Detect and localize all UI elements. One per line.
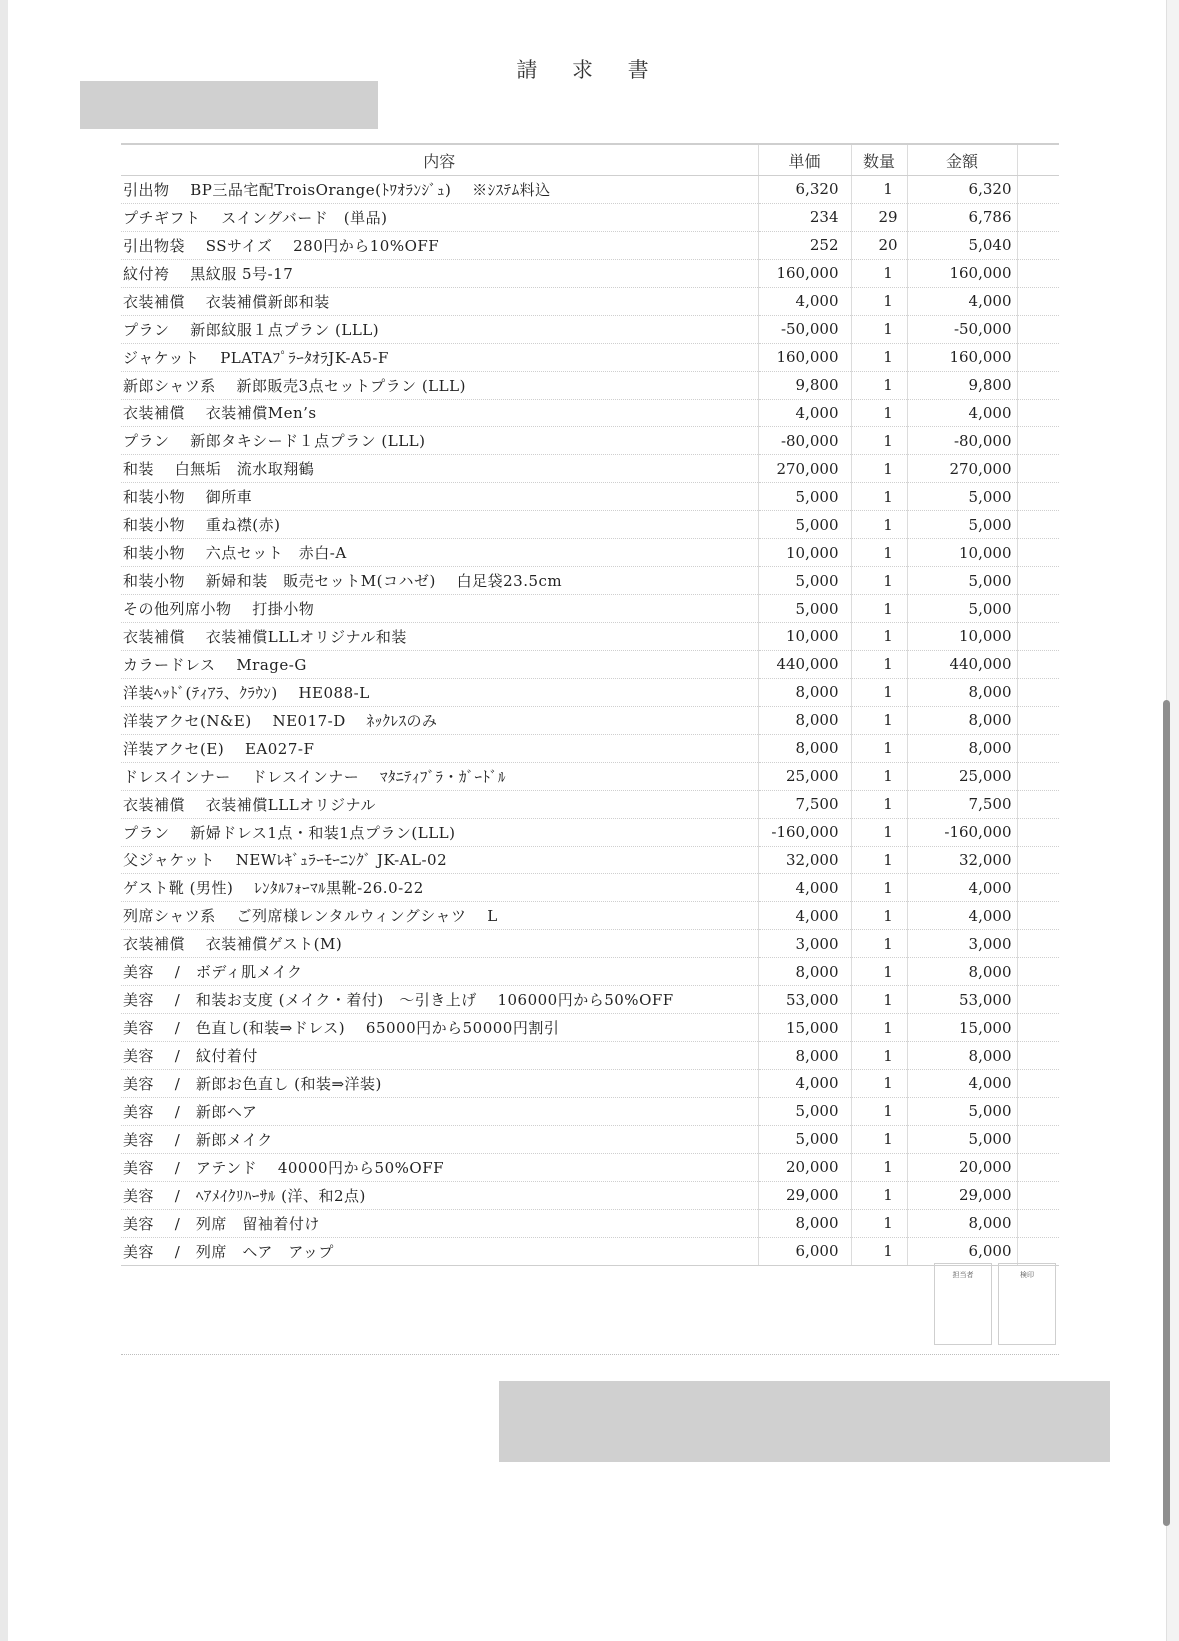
item-quantity: 1 (851, 650, 907, 678)
table-row (121, 1097, 1059, 1125)
item-amount: 8,000 (907, 678, 1017, 706)
item-description: プチギフト スイングバード (単品) (121, 203, 758, 231)
item-amount: 6,000 (907, 1237, 1017, 1265)
table-row (121, 846, 1059, 874)
item-blank (1017, 958, 1059, 986)
item-description: 美容 / 列席 留袖着付け (121, 1209, 758, 1237)
table-row (121, 874, 1059, 902)
item-blank (1017, 874, 1059, 902)
item-quantity: 1 (851, 483, 907, 511)
item-unit-price: 6,000 (758, 1237, 851, 1265)
item-unit-price: 4,000 (758, 399, 851, 427)
item-unit-price: 160,000 (758, 259, 851, 287)
column-header-unit-price: 単価 (758, 144, 851, 176)
item-blank (1017, 595, 1059, 623)
item-quantity: 1 (851, 930, 907, 958)
item-quantity: 1 (851, 818, 907, 846)
item-unit-price: 8,000 (758, 706, 851, 734)
item-blank (1017, 734, 1059, 762)
item-unit-price: 20,000 (758, 1153, 851, 1181)
item-unit-price: 32,000 (758, 846, 851, 874)
column-header-amount: 金額 (907, 144, 1017, 176)
item-unit-price: 440,000 (758, 650, 851, 678)
item-quantity: 1 (851, 678, 907, 706)
item-description: 美容 / 列席 ヘア アップ (121, 1237, 758, 1265)
table-row (121, 567, 1059, 595)
item-description: 美容 / アテンド 40000円から50%OFF (121, 1153, 758, 1181)
item-description: 衣装補償 衣装補償LLLオリジナル (121, 790, 758, 818)
redacted-block-bottom (499, 1381, 1110, 1462)
item-amount: 4,000 (907, 399, 1017, 427)
item-unit-price: 15,000 (758, 1014, 851, 1042)
item-description: 引出物 BP三品宅配TroisOrange(ﾄﾜｵﾗﾝｼﾞｭ) ※ｼｽﾃﾑ料込 (121, 176, 758, 204)
table-row (121, 203, 1059, 231)
item-amount: 4,000 (907, 874, 1017, 902)
item-quantity: 1 (851, 176, 907, 204)
stamp-label-person-in-charge: 担当者 (952, 1271, 974, 1279)
item-blank (1017, 203, 1059, 231)
table-row (121, 511, 1059, 539)
item-quantity: 1 (851, 790, 907, 818)
item-description: 衣装補償 衣装補償新郎和装 (121, 287, 758, 315)
table-row (121, 1125, 1059, 1153)
item-amount: 7,500 (907, 790, 1017, 818)
item-description: その他列席小物 打掛小物 (121, 595, 758, 623)
table-row (121, 259, 1059, 287)
stamp-box-person-in-charge (934, 1263, 992, 1345)
item-blank (1017, 1042, 1059, 1070)
table-row (121, 678, 1059, 706)
item-amount: 5,000 (907, 595, 1017, 623)
item-blank (1017, 762, 1059, 790)
table-row (121, 455, 1059, 483)
table-row (121, 958, 1059, 986)
stamp-label-inspection: 検印 (1020, 1271, 1034, 1279)
item-quantity: 1 (851, 762, 907, 790)
item-quantity: 1 (851, 1209, 907, 1237)
stamp-box-inspection (998, 1263, 1056, 1345)
item-description: ドレスインナー ドレスインナー ﾏﾀﾆﾃｨﾌﾞﾗ・ｶﾞｰﾄﾞﾙ (121, 762, 758, 790)
table-row (121, 623, 1059, 651)
item-unit-price: 9,800 (758, 371, 851, 399)
item-amount: 5,000 (907, 1125, 1017, 1153)
item-quantity: 1 (851, 371, 907, 399)
item-quantity: 1 (851, 874, 907, 902)
table-row (121, 1014, 1059, 1042)
item-description: 和装小物 新婦和装 販売セットM(コハゼ) 白足袋23.5cm (121, 567, 758, 595)
item-unit-price: 5,000 (758, 595, 851, 623)
column-header-blank (1017, 144, 1059, 176)
item-description: 美容 / 新郎メイク (121, 1125, 758, 1153)
item-amount: 9,800 (907, 371, 1017, 399)
item-description: 美容 / 新郎お色直し (和装⇒洋装) (121, 1070, 758, 1098)
column-header-quantity: 数量 (851, 144, 907, 176)
table-row (121, 315, 1059, 343)
item-quantity: 1 (851, 958, 907, 986)
item-blank (1017, 1209, 1059, 1237)
item-amount: 8,000 (907, 1209, 1017, 1237)
item-unit-price: 25,000 (758, 762, 851, 790)
table-row (121, 399, 1059, 427)
item-description: 和装 白無垢 流水取翔鶴 (121, 455, 758, 483)
item-amount: 8,000 (907, 958, 1017, 986)
item-quantity: 1 (851, 567, 907, 595)
item-amount: 4,000 (907, 1070, 1017, 1098)
redacted-block-top (80, 81, 378, 129)
item-blank (1017, 1125, 1059, 1153)
item-unit-price: 3,000 (758, 930, 851, 958)
table-row (121, 818, 1059, 846)
item-blank (1017, 986, 1059, 1014)
item-blank (1017, 1153, 1059, 1181)
scrollbar-thumb[interactable] (1163, 700, 1170, 1526)
item-description: 美容 / ﾍｱﾒｲｸﾘﾊｰｻﾙ (洋、和2点) (121, 1181, 758, 1209)
item-quantity: 1 (851, 539, 907, 567)
item-unit-price: -80,000 (758, 427, 851, 455)
table-row (121, 231, 1059, 259)
item-amount: 4,000 (907, 902, 1017, 930)
item-amount: 270,000 (907, 455, 1017, 483)
item-blank (1017, 1014, 1059, 1042)
item-unit-price: 53,000 (758, 986, 851, 1014)
item-unit-price: 8,000 (758, 1042, 851, 1070)
table-row (121, 483, 1059, 511)
item-unit-price: 7,500 (758, 790, 851, 818)
item-description: 衣装補償 衣装補償Men’s (121, 399, 758, 427)
item-unit-price: 6,320 (758, 176, 851, 204)
item-unit-price: 5,000 (758, 1097, 851, 1125)
item-blank (1017, 902, 1059, 930)
item-blank (1017, 567, 1059, 595)
item-blank (1017, 623, 1059, 651)
item-amount: -50,000 (907, 315, 1017, 343)
item-quantity: 20 (851, 231, 907, 259)
item-amount: 32,000 (907, 846, 1017, 874)
item-quantity: 1 (851, 399, 907, 427)
table-row (121, 176, 1059, 204)
item-quantity: 1 (851, 623, 907, 651)
column-header-description: 内容 (121, 144, 758, 176)
item-unit-price: -160,000 (758, 818, 851, 846)
item-quantity: 1 (851, 734, 907, 762)
item-unit-price: 8,000 (758, 958, 851, 986)
item-amount: 3,000 (907, 930, 1017, 958)
item-blank (1017, 455, 1059, 483)
item-description: 洋装ﾍｯﾄﾞ(ﾃｨｱﾗ、ｸﾗｳﾝ) HE088-L (121, 678, 758, 706)
table-row (121, 539, 1059, 567)
item-unit-price: 8,000 (758, 678, 851, 706)
item-amount: 5,040 (907, 231, 1017, 259)
table-row (121, 706, 1059, 734)
item-quantity: 1 (851, 1181, 907, 1209)
table-row (121, 1153, 1059, 1181)
item-description: 和装小物 六点セット 赤白-A (121, 539, 758, 567)
item-description: プラン 新郎紋服１点プラン (LLL) (121, 315, 758, 343)
item-amount: 6,786 (907, 203, 1017, 231)
table-row (121, 371, 1059, 399)
item-quantity: 1 (851, 986, 907, 1014)
item-blank (1017, 790, 1059, 818)
item-amount: 8,000 (907, 1042, 1017, 1070)
item-amount: -80,000 (907, 427, 1017, 455)
item-quantity: 1 (851, 1237, 907, 1265)
item-blank (1017, 678, 1059, 706)
item-unit-price: -50,000 (758, 315, 851, 343)
item-description: 洋装アクセ(E) EA027-F (121, 734, 758, 762)
item-amount: 8,000 (907, 706, 1017, 734)
item-quantity: 1 (851, 1097, 907, 1125)
item-blank (1017, 650, 1059, 678)
item-unit-price: 160,000 (758, 343, 851, 371)
item-quantity: 29 (851, 203, 907, 231)
item-description: カラードレス Mrage-G (121, 650, 758, 678)
item-amount: 15,000 (907, 1014, 1017, 1042)
item-description: 父ジャケット NEWﾚｷﾞｭﾗｰﾓｰﾆﾝｸﾞ JK-AL-02 (121, 846, 758, 874)
item-quantity: 1 (851, 846, 907, 874)
item-amount: 160,000 (907, 343, 1017, 371)
item-quantity: 1 (851, 902, 907, 930)
item-quantity: 1 (851, 1153, 907, 1181)
table-row (121, 650, 1059, 678)
item-amount: 6,320 (907, 176, 1017, 204)
item-blank (1017, 427, 1059, 455)
item-quantity: 1 (851, 259, 907, 287)
item-description: プラン 新郎タキシード１点プラン (LLL) (121, 427, 758, 455)
item-unit-price: 270,000 (758, 455, 851, 483)
item-blank (1017, 483, 1059, 511)
table-row (121, 1042, 1059, 1070)
item-amount: 5,000 (907, 483, 1017, 511)
item-blank (1017, 846, 1059, 874)
item-blank (1017, 930, 1059, 958)
item-amount: 20,000 (907, 1153, 1017, 1181)
item-blank (1017, 706, 1059, 734)
table-row (121, 986, 1059, 1014)
item-blank (1017, 1237, 1059, 1265)
item-amount: 10,000 (907, 623, 1017, 651)
item-unit-price: 4,000 (758, 902, 851, 930)
item-amount: 10,000 (907, 539, 1017, 567)
item-quantity: 1 (851, 343, 907, 371)
item-amount: 160,000 (907, 259, 1017, 287)
item-quantity: 1 (851, 1125, 907, 1153)
table-row (121, 790, 1059, 818)
item-description: 洋装アクセ(N&E) NE017-D ﾈｯｸﾚｽのみ (121, 706, 758, 734)
item-description: 列席シャツ系 ご列席様レンタルウィングシャツ L (121, 902, 758, 930)
item-blank (1017, 287, 1059, 315)
item-blank (1017, 399, 1059, 427)
table-row (121, 595, 1059, 623)
item-description: 和装小物 重ね襟(赤) (121, 511, 758, 539)
table-row (121, 287, 1059, 315)
item-quantity: 1 (851, 315, 907, 343)
bottom-divider (121, 1354, 1059, 1355)
item-blank (1017, 1097, 1059, 1125)
item-blank (1017, 176, 1059, 204)
item-description: 美容 / ボディ肌メイク (121, 958, 758, 986)
item-amount: 25,000 (907, 762, 1017, 790)
item-blank (1017, 539, 1059, 567)
item-description: 美容 / 紋付着付 (121, 1042, 758, 1070)
invoice-table (121, 143, 1059, 1266)
item-amount: 8,000 (907, 734, 1017, 762)
table-row (121, 1237, 1059, 1265)
table-row (121, 902, 1059, 930)
item-description: プラン 新婦ドレス1点・和装1点プラン(LLL) (121, 818, 758, 846)
document-title: 請 求 書 (516, 58, 663, 82)
table-row (121, 427, 1059, 455)
item-amount: 4,000 (907, 287, 1017, 315)
table-row (121, 930, 1059, 958)
item-description: 衣装補償 衣装補償ゲスト(M) (121, 930, 758, 958)
item-unit-price: 4,000 (758, 874, 851, 902)
item-amount: 5,000 (907, 511, 1017, 539)
item-unit-price: 8,000 (758, 1209, 851, 1237)
table-row (121, 762, 1059, 790)
item-amount: 5,000 (907, 1097, 1017, 1125)
item-amount: 29,000 (907, 1181, 1017, 1209)
table-row (121, 1070, 1059, 1098)
table-row (121, 1209, 1059, 1237)
item-description: 和装小物 御所車 (121, 483, 758, 511)
item-blank (1017, 1070, 1059, 1098)
item-description: 美容 / 新郎ヘア (121, 1097, 758, 1125)
item-description: 新郎シャツ系 新郎販売3点セットプラン (LLL) (121, 371, 758, 399)
item-blank (1017, 315, 1059, 343)
item-amount: -160,000 (907, 818, 1017, 846)
item-description: 衣装補償 衣装補償LLLオリジナル和装 (121, 623, 758, 651)
item-unit-price: 10,000 (758, 623, 851, 651)
item-quantity: 1 (851, 706, 907, 734)
item-blank (1017, 818, 1059, 846)
item-description: ゲスト靴 (男性) ﾚﾝﾀﾙﾌｫｰﾏﾙ黒靴-26.0-22 (121, 874, 758, 902)
item-unit-price: 5,000 (758, 483, 851, 511)
table-row (121, 734, 1059, 762)
item-blank (1017, 511, 1059, 539)
table-row (121, 1181, 1059, 1209)
item-blank (1017, 231, 1059, 259)
viewer-left-edge (0, 0, 8, 1641)
table-row (121, 343, 1059, 371)
item-unit-price: 8,000 (758, 734, 851, 762)
item-quantity: 1 (851, 1070, 907, 1098)
item-description: 美容 / 色直し(和装⇒ドレス) 65000円から50000円割引 (121, 1014, 758, 1042)
item-blank (1017, 1181, 1059, 1209)
item-quantity: 1 (851, 511, 907, 539)
item-unit-price: 5,000 (758, 511, 851, 539)
item-quantity: 1 (851, 455, 907, 483)
item-description: ジャケット PLATAﾌﾟﾗｰﾀｵﾗJK-A5-F (121, 343, 758, 371)
item-description: 美容 / 和装お支度 (メイク・着付) ～引き上げ 106000円から50%OFF (121, 986, 758, 1014)
item-unit-price: 5,000 (758, 567, 851, 595)
item-quantity: 1 (851, 1042, 907, 1070)
item-unit-price: 29,000 (758, 1181, 851, 1209)
item-amount: 440,000 (907, 650, 1017, 678)
item-quantity: 1 (851, 1014, 907, 1042)
item-unit-price: 234 (758, 203, 851, 231)
item-blank (1017, 371, 1059, 399)
item-description: 紋付袴 黒紋服 5号-17 (121, 259, 758, 287)
item-quantity: 1 (851, 287, 907, 315)
item-quantity: 1 (851, 427, 907, 455)
item-blank (1017, 343, 1059, 371)
item-unit-price: 252 (758, 231, 851, 259)
table-header-row (121, 144, 1059, 176)
item-unit-price: 5,000 (758, 1125, 851, 1153)
item-unit-price: 10,000 (758, 539, 851, 567)
item-description: 引出物袋 SSサイズ 280円から10%OFF (121, 231, 758, 259)
item-amount: 5,000 (907, 567, 1017, 595)
item-amount: 53,000 (907, 986, 1017, 1014)
item-quantity: 1 (851, 595, 907, 623)
item-blank (1017, 259, 1059, 287)
item-unit-price: 4,000 (758, 287, 851, 315)
item-unit-price: 4,000 (758, 1070, 851, 1098)
